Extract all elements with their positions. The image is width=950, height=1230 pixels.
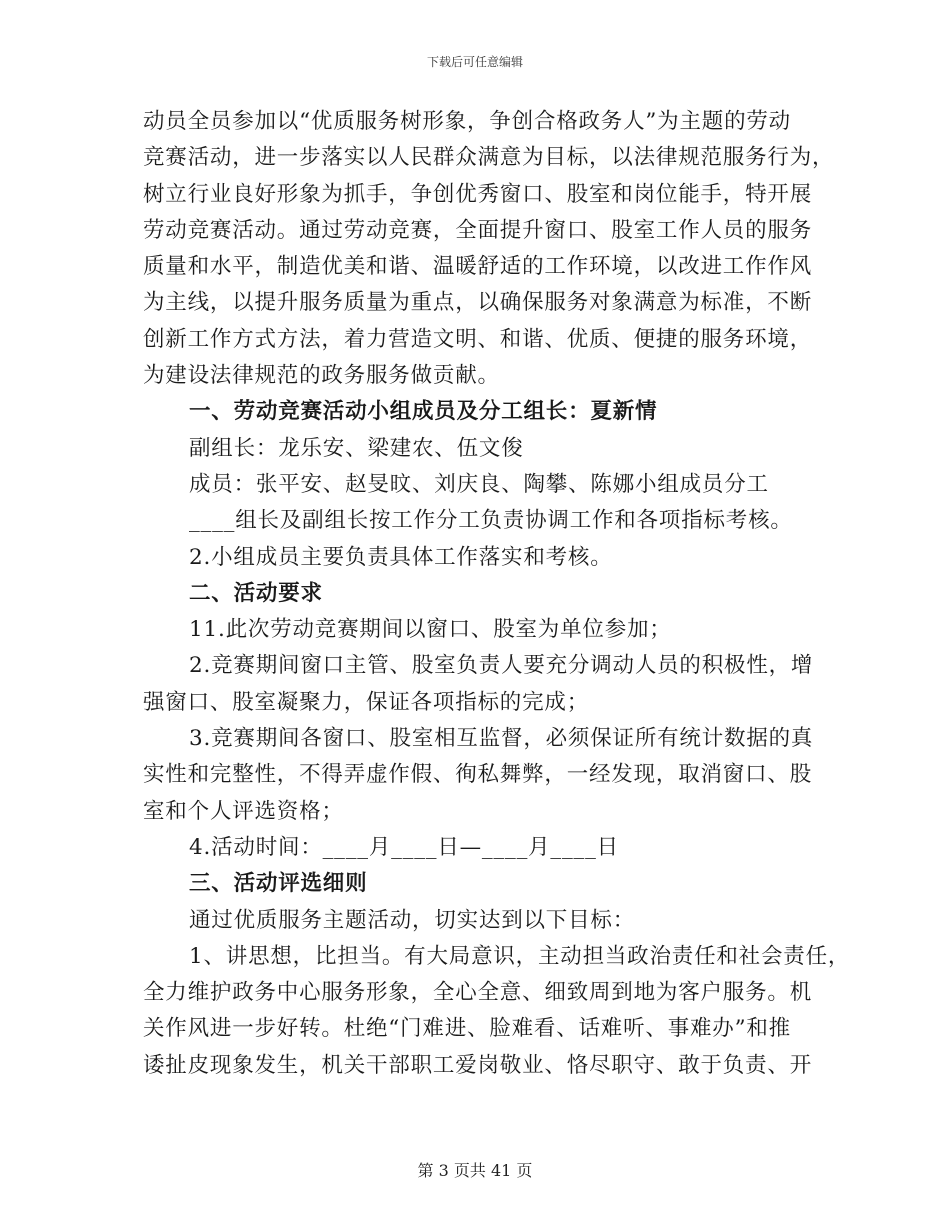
text-line: 通过优质服务主题活动，切实达到以下目标： — [189, 907, 636, 933]
text-line: 11.此次劳动竞赛期间以窗口、股室为单位参加； — [189, 617, 672, 643]
text-line: ____组长及副组长按工作分工负责协调工作和各项指标考核。 — [189, 508, 793, 534]
section-heading-1: 一、劳动竞赛活动小组成员及分工组长：夏新情 — [189, 399, 658, 425]
text-line: 创新工作方式方法，着力营造文明、和谐、优质、便捷的服务环境， — [143, 326, 813, 352]
text-line: 实性和完整性，不得弄虚作假、徇私舞弊，一经发现，取消窗口、股 — [143, 762, 813, 788]
document-body — [143, 104, 851, 1084]
text-line: 3.竞赛期间各窗口、股室相互监督，必须保证所有统计数据的真 — [189, 726, 814, 752]
text-line: 副组长：龙乐安、梁建农、伍文俊 — [189, 435, 524, 461]
text-line: 诿扯皮现象发生，机关干部职工爱岗敬业、恪尽职守、敢于负责、开 — [143, 1052, 813, 1078]
section-heading-2: 二、活动要求 — [189, 580, 323, 606]
text-line: 室和个人评选资格； — [143, 798, 344, 824]
text-line: 动员全员参加以“优质服务树形象，争创合格政务人”为主题的劳动 — [143, 109, 791, 134]
text-line: 全力维护政务中心服务形象，全心全意、细致周到地为客户服务。机 — [143, 980, 813, 1006]
text-line: 为建设法律规范的政务服务做贡献。 — [143, 363, 500, 389]
text-line: 树立行业良好形象为抓手，争创优秀窗口、股室和岗位能手，特开展 — [143, 181, 813, 207]
text-line: 4.活动时间：____月____日—____月____日 — [189, 834, 619, 860]
page-footer: 第 3 页共 41 页 — [417, 1161, 533, 1180]
text-line: 成员：张平安、赵旻旼、刘庆良、陶攀、陈娜小组成员分工 — [189, 471, 769, 497]
text-line: 质量和水平，制造优美和谐、温暖舒适的工作环境，以改进工作作风 — [143, 254, 813, 280]
text-line: 关作风进一步好转。杜绝“门难进、脸难看、话难听、事难办”和推 — [143, 1016, 791, 1042]
text-line: 强窗口、股室凝聚力，保证各项指标的完成； — [143, 689, 590, 715]
text-line: 2.竞赛期间窗口主管、股室负责人要充分调动人员的积极性，增 — [189, 653, 814, 679]
text-line: 劳动竞赛活动。通过劳动竞赛，全面提升窗口、股室工作人员的服务 — [143, 217, 813, 243]
section-heading-3: 三、活动评选细则 — [189, 871, 368, 897]
page-header: 下载后可任意编辑 — [426, 55, 523, 69]
text-line: 为主线，以提升服务质量为重点，以确保服务对象满意为标准，不断 — [143, 290, 813, 316]
text-line: 竞赛活动，进一步落实以人民群众满意为目标，以法律规范服务行为， — [143, 145, 835, 171]
text-line: 1、讲思想，比担当。有大局意识，主动担当政治责任和社会责任， — [189, 943, 851, 969]
text-line: 2.小组成员主要负责具体工作落实和考核。 — [189, 544, 613, 570]
